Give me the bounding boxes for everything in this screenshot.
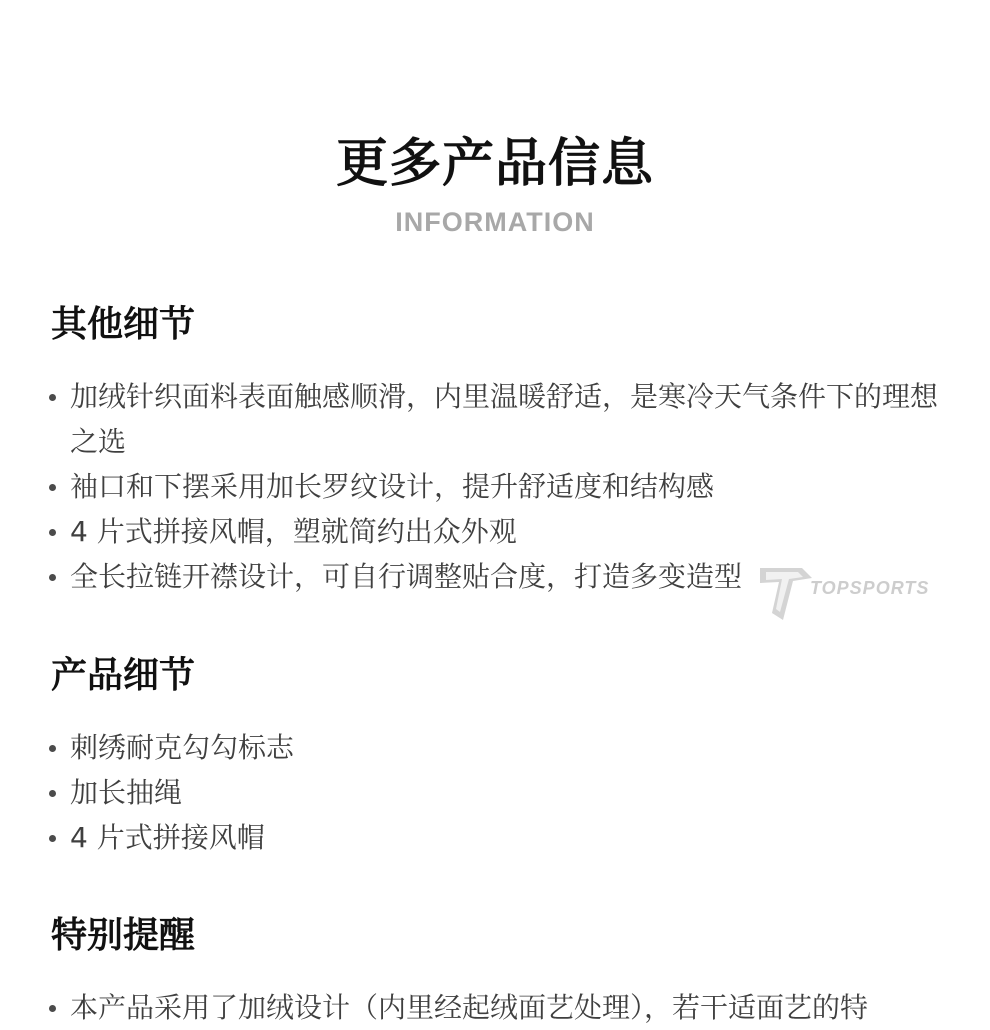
list-item: 袖口和下摆采用加长罗纹设计，提升舒适度和结构感 xyxy=(70,464,950,509)
page-title: 更多产品信息 xyxy=(335,134,654,194)
topsports-watermark xyxy=(758,561,938,623)
list-item: 加绒针织面料表面触感顺滑，内里温暖舒适，是寒冷天气条件下的理想之选 xyxy=(70,374,950,464)
list-item: 本产品采用了加绒设计（内里经起绒面艺处理），若干适面艺的特 xyxy=(70,985,950,1030)
page-subtitle: INFORMATION xyxy=(395,207,595,237)
list-item: 4 片式拼接风帽 xyxy=(70,815,950,860)
product-details-list xyxy=(70,725,950,860)
section-title-special-reminder: 特别提醒 xyxy=(51,915,196,956)
page-header xyxy=(0,132,990,238)
section-title-product-details: 产品细节 xyxy=(51,655,196,696)
list-item: 刺绣耐克勾勾标志 xyxy=(70,725,950,770)
list-item: 4 片式拼接风帽，塑就简约出众外观 xyxy=(70,509,950,554)
list-item: 加长抽绳 xyxy=(70,770,950,815)
section-title-other-details: 其他细节 xyxy=(51,304,196,345)
topsports-logo-icon xyxy=(758,561,814,623)
list-item: 全长拉链开襟设计，可自行调整贴合度，打造多变造型 xyxy=(70,554,950,599)
special-reminder-list xyxy=(70,985,950,1030)
topsports-watermark-text: TOPSPORTS xyxy=(810,578,930,598)
